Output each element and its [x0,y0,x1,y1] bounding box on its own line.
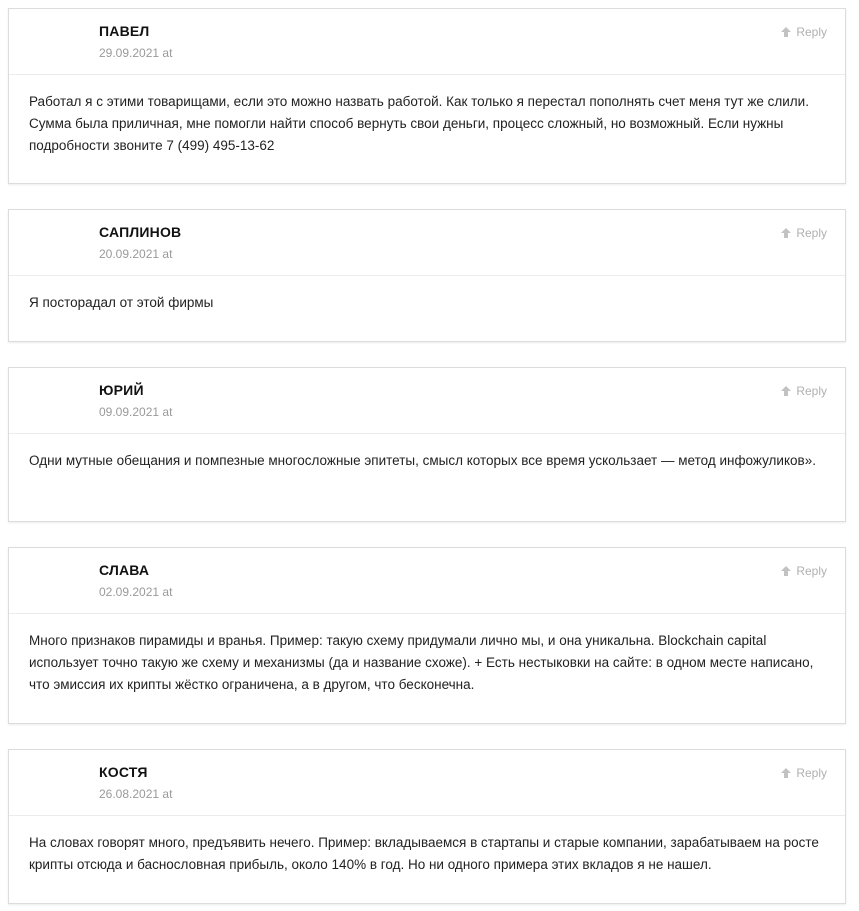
comment-author: САПЛИНОВ [99,224,182,240]
comment-author: КОСТЯ [99,764,148,780]
comment-text: Одни мутные обещания и помпезные многосложные эпитеты, смысл которых все время ускользает — метод инфожуликов». [29,453,816,468]
comment-author: СЛАВА [99,562,150,578]
reply-link[interactable] [780,25,827,39]
reply-label: Reply [796,766,827,780]
comment [8,209,846,342]
comment [8,8,846,184]
comment-header [9,548,845,614]
reply-arrow-up-icon [780,227,792,239]
comment-header [9,368,845,434]
comment-header [9,210,845,276]
comment [8,749,846,904]
reply-arrow-up-icon [780,26,792,38]
comment [8,367,846,522]
comment-date: 02.09.2021 at [99,585,173,599]
reply-link[interactable] [780,384,827,398]
comment-text: Много признаков пирамиды и вранья. Пример: такую схему придумали лично мы, и она уникальна. Blockchain capital использует точно такую же схему и механизмы (да и название схоже). + Есть нестыковки на сайте: в одном месте написано, что эмиссия их крипты жёстко ограничена, а в другом, что бесконечна. [29,633,814,692]
reply-link[interactable] [780,564,827,578]
comment-date: 26.08.2021 at [99,787,173,801]
comment-text: На словах говорят много, предъявить нечего. Пример: вкладываемся в стартапы и старые компании, зарабатываем на росте крипты отсюда и баснословная прибыль, около 140% в год. Но ни одного примера этих вкладов я не нашел. [29,835,819,872]
reply-link[interactable] [780,226,827,240]
reply-arrow-up-icon [780,385,792,397]
comment-author: ПАВЕЛ [99,23,150,39]
reply-label: Reply [796,564,827,578]
reply-label: Reply [796,384,827,398]
comment-text: Я посторадал от этой фирмы [29,295,214,310]
comment-date: 20.09.2021 at [99,247,173,261]
comment-date: 09.09.2021 at [99,405,173,419]
comment-text: Работал я с этими товарищами, если это можно назвать работой. Как только я перестал пополнять счет меня тут же слили. Сумма была приличная, мне помогли найти способ вернуть свои деньги, процесс сложный, но возможный. Если нужны подробности звоните 7 (499) 495-13-62 [29,94,809,153]
comment-date: 29.09.2021 at [99,46,173,60]
comment-author: ЮРИЙ [99,382,144,398]
reply-link[interactable] [780,766,827,780]
reply-arrow-up-icon [780,565,792,577]
comment [8,547,846,724]
reply-label: Reply [796,226,827,240]
reply-arrow-up-icon [780,767,792,779]
comment-header [9,750,845,816]
comment-header [9,9,845,75]
reply-label: Reply [796,25,827,39]
